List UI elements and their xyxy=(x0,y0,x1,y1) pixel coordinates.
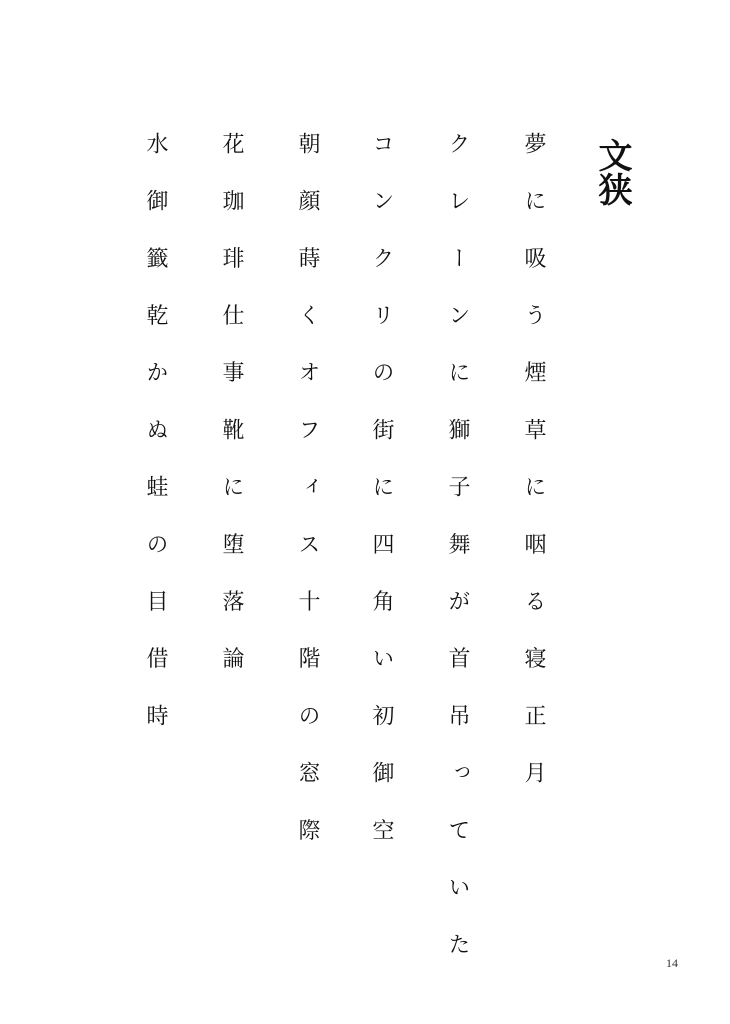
page-number: 14 xyxy=(666,956,678,970)
poem-line-1: 夢に吸う煙草に咽る寝正月 xyxy=(521,132,546,819)
section-title: 文狭 xyxy=(592,138,632,206)
poem-line-4: 朝顔蒔くオフィス十階の窓際 xyxy=(295,132,320,876)
poem-line-2: クレーンに獅子舞が首吊っていた xyxy=(445,132,470,990)
poem-line-3: コンクリの街に四角い初御空 xyxy=(369,132,394,876)
poem-line-6: 水御籤乾かぬ蛙の目借時 xyxy=(143,132,168,762)
poem-line-5: 花珈琲仕事靴に堕落論 xyxy=(219,132,244,704)
